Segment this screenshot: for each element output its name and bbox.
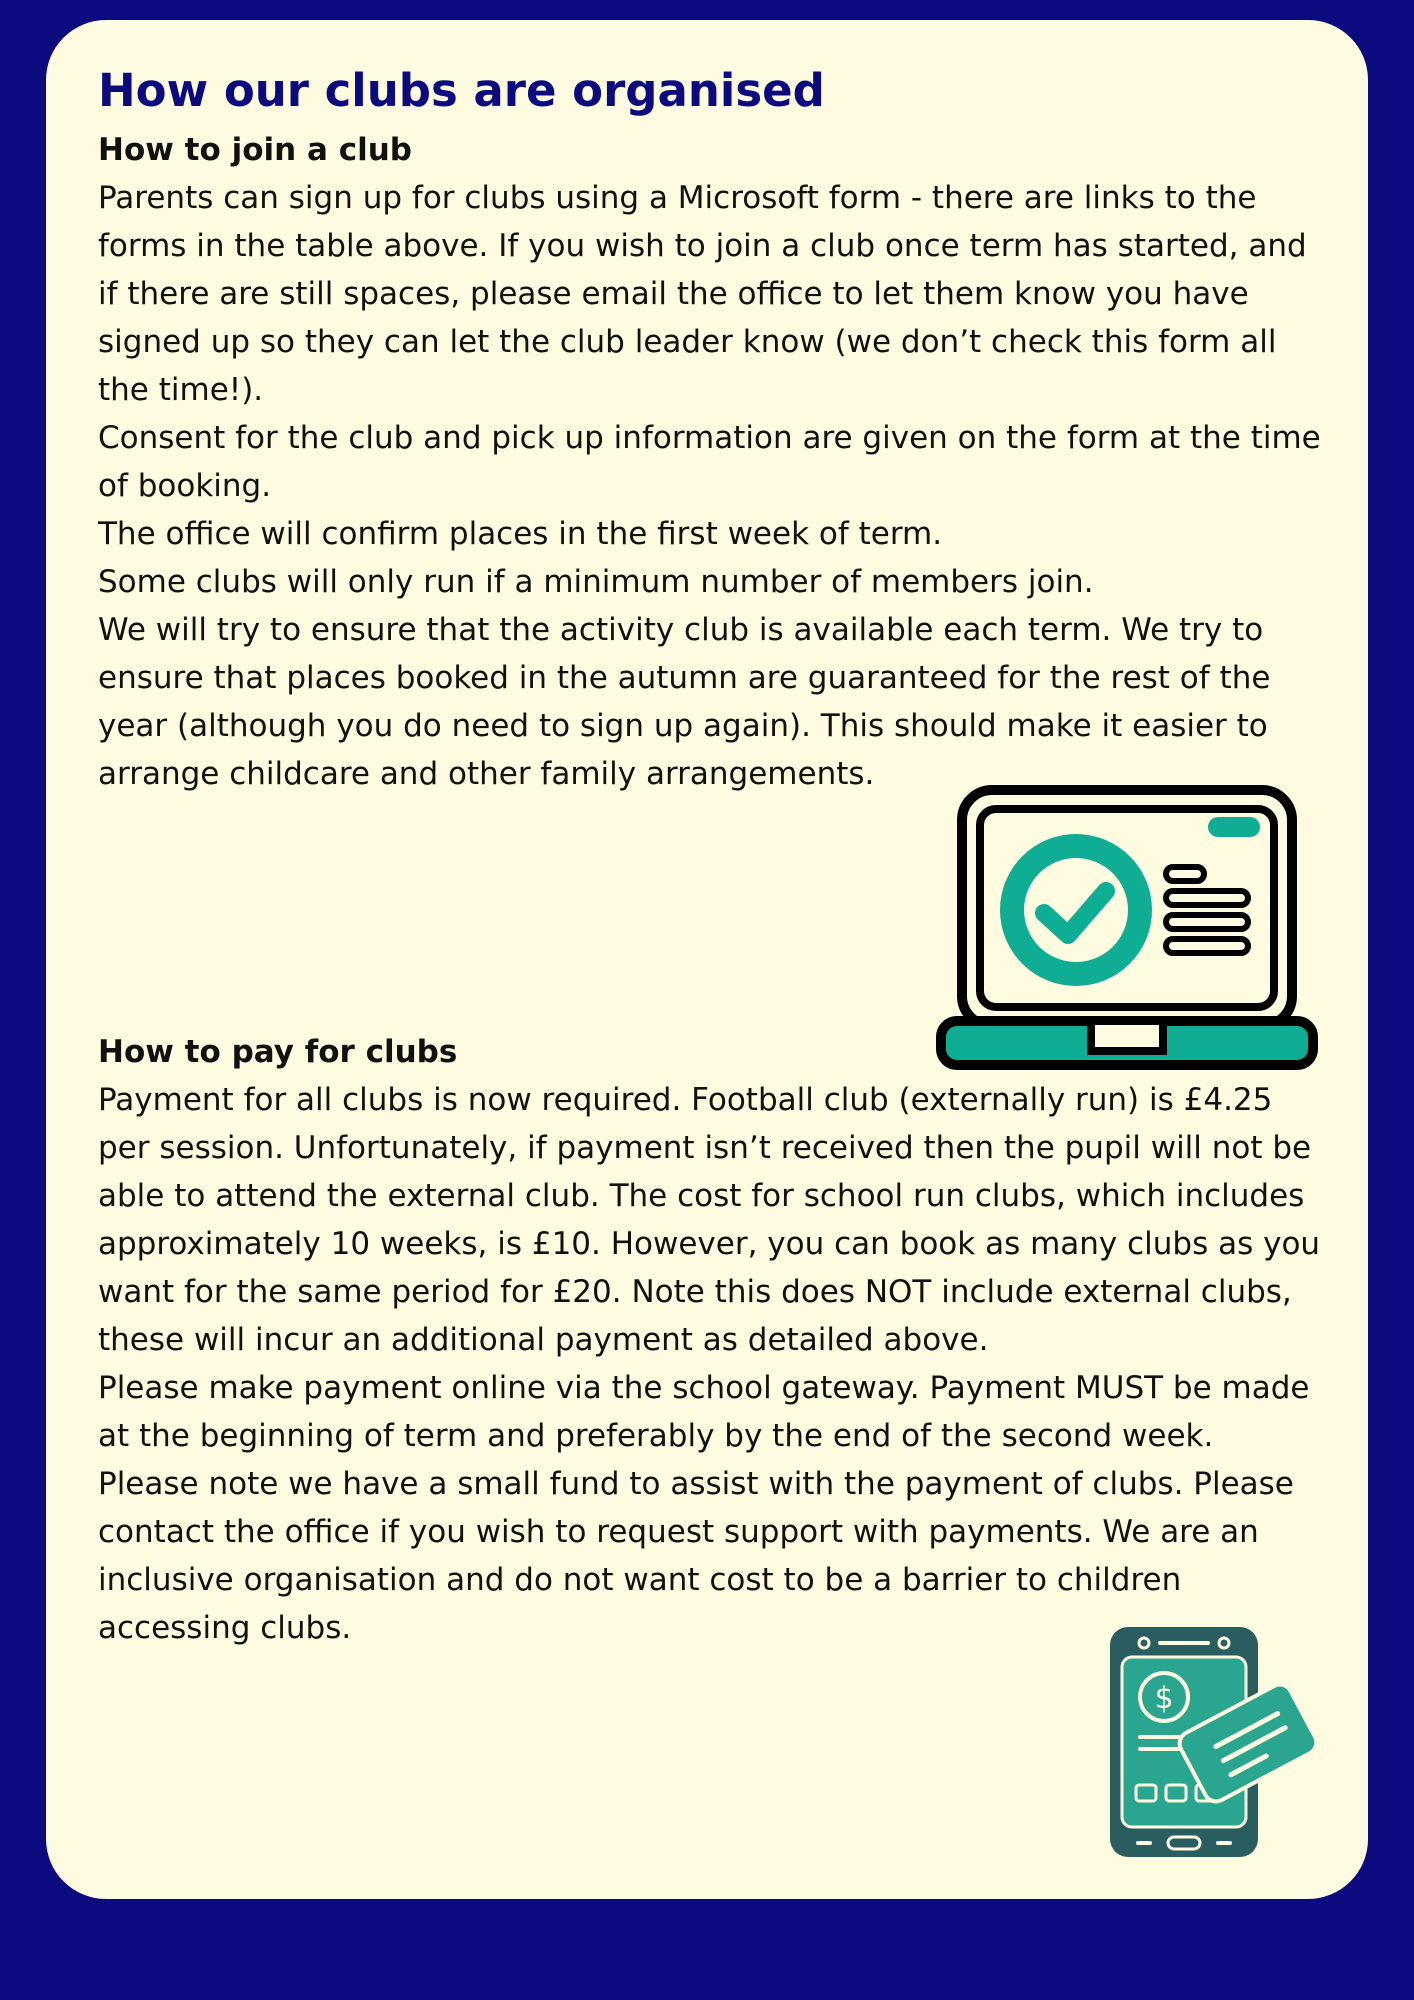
- join-paragraph: Some clubs will only run if a minimum number of members join.: [98, 564, 1094, 600]
- pay-paragraph: Payment for all clubs is now required. Football club (externally run) is £4.25 per session. Unfortunately, if payment isn’t received then the pupil will not be able to attend the external club. The cost for school run clubs, which includes approximately 10 weeks, is £10. However, you can book as many clubs as you want for the same period for £20. Note this does NOT include external clubs, these will incur an additional payment as detailed above.: [98, 1082, 1321, 1358]
- page-title: How our clubs are organised: [98, 64, 825, 117]
- join-paragraph: We will try to ensure that the activity club is available each term. We try to ensure that places booked in the autumn are guaranteed for the rest of the year (although you do need to sign up again). This should make it easier to arrange childcare and other family arrangements.: [98, 612, 1271, 792]
- svg-text:$: $: [1154, 1681, 1174, 1716]
- laptop-checkmark-icon: [936, 785, 1318, 1071]
- join-paragraph: Consent for the club and pick up information are given on the form at the time of booking.: [98, 420, 1321, 504]
- mobile-payment-icon: [1108, 1625, 1318, 1860]
- pay-heading: How to pay for clubs: [98, 1034, 458, 1070]
- join-heading: How to join a club: [98, 132, 412, 168]
- join-paragraph: Parents can sign up for clubs using a Microsoft form - there are links to the forms in the table above. If you wish to join a club once term has started, and if there are still spaces, please email the office to let them know you have signed up so they can let the club leader know (we don’t check this form all the time!).: [98, 180, 1307, 408]
- pay-paragraph: Please make payment online via the school gateway. Payment MUST be made at the beginning of term and preferably by the end of the second week. Please note we have a small fund to assist with the payment of clubs. Please contact the office if you wish to request support with payments. We are an inclusive organisation and do not want cost to be a barrier to children accessing clubs.: [98, 1370, 1310, 1646]
- join-paragraph: The office will confirm places in the first week of term.: [98, 516, 943, 552]
